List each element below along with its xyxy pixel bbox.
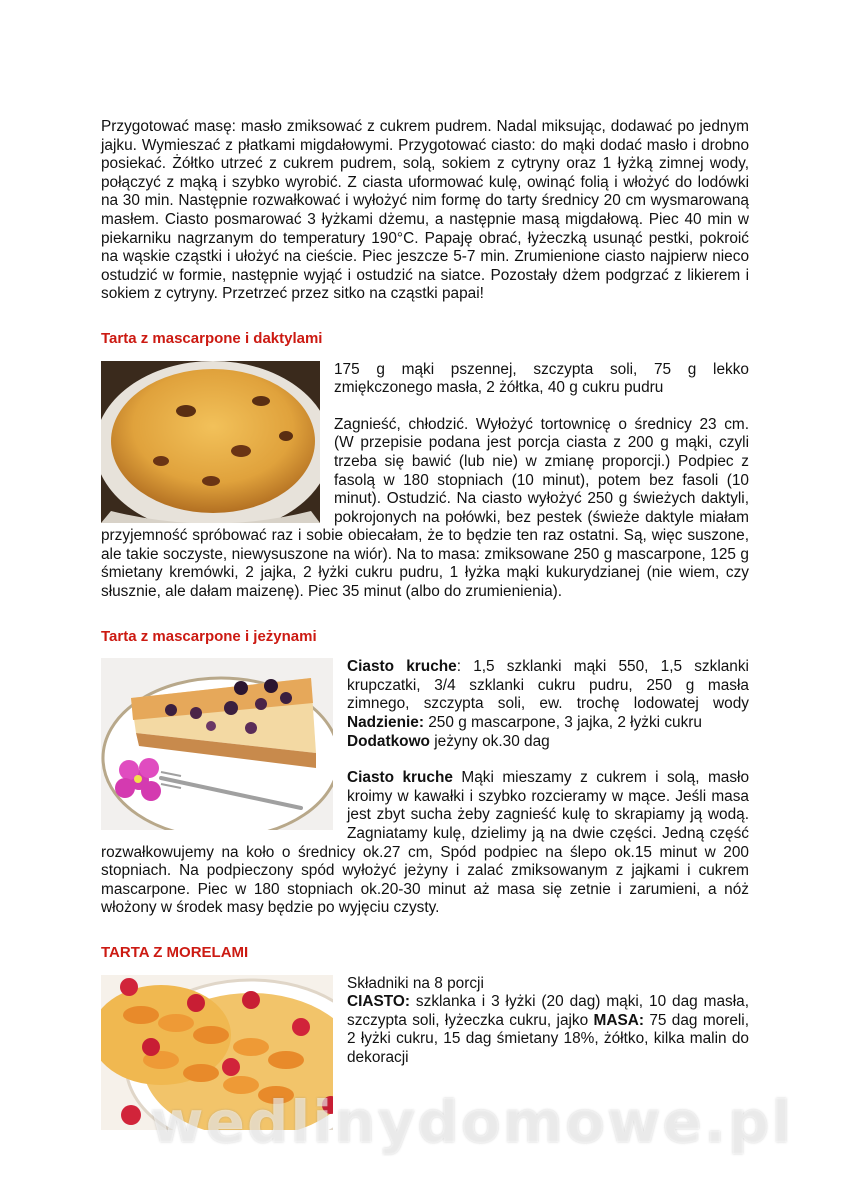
recipe-section-blackberries	[101, 658, 749, 918]
recipe-apricots-portions: Składniki na 8 porcji	[347, 974, 484, 992]
label-ciasto: CIASTO:	[347, 993, 410, 1011]
tart-blackberries-photo	[101, 658, 333, 830]
watermark: wedlinydomowe.pl	[150, 1088, 794, 1156]
recipe-blackberries-ingredients: Ciasto kruche: 1,5 szklanki mąki 550, 1,5 szklanki krupczatki, 3/4 szklanki cukru pudru, 250 g masła zimnego, szczypta soli, ew. trochę lodowatej wody Nadzienie: 250 g mascarpone, 3 jajka, 2 łyżki cukru Dodatkowo jeżyny ok.30 dag	[347, 658, 749, 750]
recipe-section-apricots	[101, 975, 749, 1068]
label-ciasto-kruche-method: Ciasto kruche	[347, 769, 453, 787]
recipe-dates-method: Zagnieść, chłodzić. Wyłożyć tortownicę o średnicy 23 cm. (W przepisie podana jest porcja ciasta z 200 g mąki, czyli trzeba się bawić (lub nie) w zmianę proporcji.) Podpiec z fasolą w 180 stopniach (10 minut), potem bez fasoli (10 minut). Ostudzić. Na ciasto wyłożyć 250 g świeżych daktyli, pokrojonych na połówki, bez pestek (świeże daktyle miałam przyjemność spróbować raz i sobie obiecałam, że to będzie ten raz ostatni. Są, więc suszone, ale takie soczyste, niewysuszone na wiór). Na to masa: zmiksowane 250 g mascarpone, 125 g śmietany kremówki, 2 jajka, 2 łyżki cukru pudru, 1 łyżka mąki kukurydzianej (nie wiem, czy słusznie, ale dałam maizenę). Piec 35 minut (albo do zrumienienia).	[101, 415, 749, 601]
label-nadzienie: Nadzienie:	[347, 714, 424, 732]
intro-paragraph: Przygotować masę: masło zmiksować z cukrem pudrem. Nadal miksując, dodawać po jednym jajku. Wymieszać z płatkami migdałowymi. Przygotować ciasto: do mąki dodać masło i drobno posiekać. Żółtko utrzeć z cukrem pudrem, solą, sokiem z cytryny oraz 1 łyżką zimnej wody, połączyć z mąką i szybko wyrobić. Z ciasta uformować kulę, owinąć folią i włożyć do lodówki na 30 min. Następnie rozwałkować i wyłożyć nim formę do tarty średnicy 20 cm wysmarowaną masłem. Ciasto posmarować 3 łyżkami dżemu, a następnie masą migdałową. Piec 40 min w piekarniku nagrzanym do temperatury 190°C. Papaję obrać, łyżeczką usunąć pestki, pokroić na wąskie cząstki i ułożyć na cieście. Piec jeszcze 5-7 min. Zrumienione ciasto najpierw nieco ostudzić w formie, następnie wyjąć i ostudzić na siatce. Pozostały dżem podgrzać z likierem i sokiem z cytryny. Przetrzeć przez sitko na cząstki papai!	[101, 118, 749, 303]
recipe-title-apricots: TARTA Z MORELAMI	[101, 943, 249, 961]
recipe-blackberries-method: Ciasto kruche Mąki mieszamy z cukrem i solą, masło kroimy w kawałki i szybko rozcieramy w mące. Jeśli masa jest zbyt sucha żeby zagnieść kulę to skrapiamy ją wodą. Zagniatamy kulę, dzielimy ją na dwie części. Jedną część rozwałkowujemy na koło o średnicy ok.27 cm, Spód podpiec na ślepo ok.15 minut w 200 stopniach. Na podpieczony spód wyłożyć jeżyny i zalać zmiksowanym z jajkami i cukrem mascarpone. Piec w 180 stopniach ok.20-30 minut aż masa się zetnie i zarumieni, a nóż włożony w środek masy będzie po wyjęciu czysty.	[101, 769, 749, 917]
label-dodatkowo: Dodatkowo	[347, 732, 430, 750]
tart-dates-photo	[101, 361, 320, 523]
recipe-document	[101, 118, 749, 1130]
label-ciasto-kruche: Ciasto kruche	[347, 658, 457, 676]
recipe-dates-ingredients: 175 g mąki pszennej, szczypta soli, 75 g lekko zmiękczonego masła, 2 żółtka, 40 g cukru pudru	[334, 360, 749, 397]
recipe-title-blackberries: Tarta z mascarpone i jeżynami	[101, 627, 317, 645]
recipe-section-dates	[101, 361, 749, 602]
label-masa: MASA:	[593, 1011, 644, 1029]
recipe-title-dates: Tarta z mascarpone i daktylami	[101, 329, 323, 347]
recipe-apricots-ingredients: CIASTO: szklanka i 3 łyżki (20 dag) mąki, 10 dag masła, szczypta soli, łyżeczka cukru, jajko MASA: 75 dag moreli, 2 łyżki cukru, 15 dag śmietany 18%, żółtko, kilka malin do dekoracji	[347, 993, 750, 1066]
